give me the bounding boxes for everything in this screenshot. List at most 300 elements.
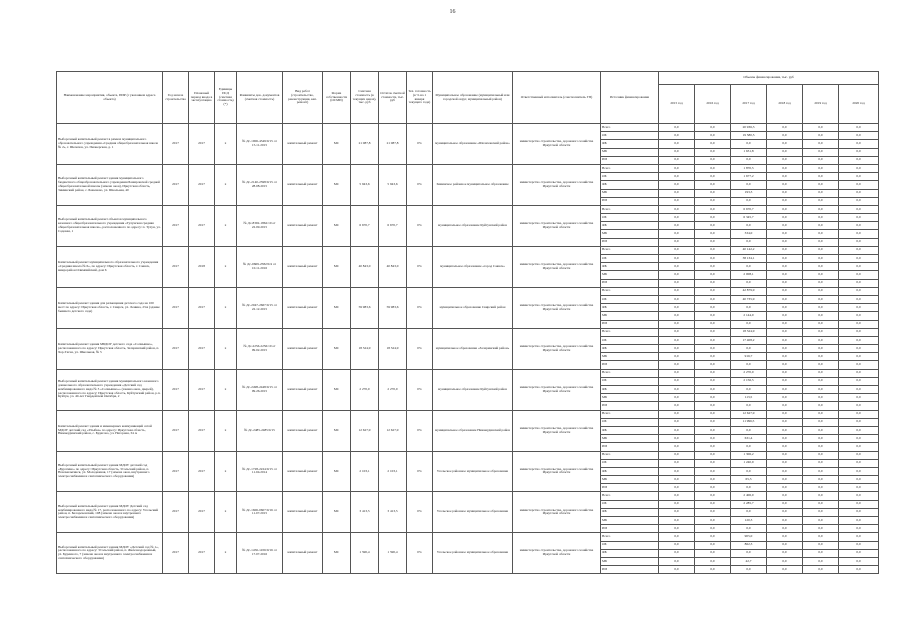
funding-value: 40 735,9 — [731, 295, 767, 303]
table-row — [57, 451, 879, 459]
readiness: 0% — [407, 369, 433, 410]
funding-value: 0,0 — [839, 148, 879, 156]
funding-value: 2 406,0 — [731, 492, 767, 500]
funding-value: 0,0 — [803, 181, 839, 189]
funding-value: 0,0 — [767, 148, 803, 156]
funding-value: 12 627,9 — [731, 410, 767, 418]
funding-value: 38 134,1 — [731, 255, 767, 263]
funding-value: 0,0 — [767, 353, 803, 361]
funding-value: 0,0 — [767, 320, 803, 328]
funding-value: 0,0 — [767, 214, 803, 222]
psd-units: х — [215, 246, 237, 287]
funding-value: 0,0 — [839, 295, 879, 303]
funding-source: ОБ — [601, 500, 659, 508]
funding-value: 0,0 — [659, 541, 695, 549]
funding-source: Всего — [601, 164, 659, 172]
funding-value: 0,0 — [839, 263, 879, 271]
funding-value: 0,0 — [803, 238, 839, 246]
estimated-cost: 1 590,4 — [351, 533, 379, 574]
readiness: 0% — [407, 410, 433, 451]
start-year: 2017 — [163, 328, 189, 369]
funding-value: 0,0 — [803, 287, 839, 295]
municipality: муниципальное образование Свирский район — [433, 287, 513, 328]
work-type: капитальный ремонт — [283, 369, 323, 410]
executor: министерство строительства, дорожного хозяйства Иркутской области — [513, 246, 601, 287]
funding-value: 0,0 — [731, 156, 767, 164]
funding-value: 905,0 — [731, 533, 767, 541]
executor: министерство строительства, дорожного хозяйства Иркутской области — [513, 328, 601, 369]
funding-value: 0,0 — [803, 279, 839, 287]
object-name: Капитальный ремонт муниципального образовательного учреждения «Средняя школа № 6», по адресу: Иркутская область, г. Саянск, микрорайон Олимпийский, дом 6 — [57, 246, 163, 287]
funding-value: 0,0 — [839, 426, 879, 434]
funding-value: 1 870,5 — [731, 164, 767, 172]
funding-value: 0,0 — [695, 402, 731, 410]
funding-source: ФБ — [601, 467, 659, 475]
funding-value: 0,0 — [695, 508, 731, 516]
funding-value: 0,0 — [695, 148, 731, 156]
funding-value: 40 142,2 — [731, 246, 767, 254]
year-header: 2015 год — [659, 85, 695, 124]
funding-value: 0,0 — [767, 500, 803, 508]
start-year: 2017 — [163, 205, 189, 246]
object-name: Выборочный капитальный ремонт здания МДОУ Детский сад комбинированного вида № 17, расположенного по адресу: Усольский район, п. Белореченский, 108 (замена окон и внутреннего электроснабжения и сантехнического оборудования) — [57, 492, 163, 533]
object-name: Выборочный капитальный ремонт в рамках муниципального образовательного учреждения «Средняя общеобразовательная школа № 2», г. Шелехов, ул. Пионерская, д. 1 — [57, 124, 163, 165]
funding-value: 42,7 — [731, 557, 767, 565]
municipality: муниципальное образование Нижнеудинский район — [433, 410, 513, 451]
funding-value: 2 008,1 — [731, 271, 767, 279]
funding-value: 2 156,5 — [731, 377, 767, 385]
funding-value: 193,3 — [731, 189, 767, 197]
funding-source: МБ — [601, 271, 659, 279]
work-type: капитальный ремонт — [283, 164, 323, 205]
funding-value: 0,0 — [803, 189, 839, 197]
funding-value: 0,0 — [803, 246, 839, 254]
funding-source: ИИ — [601, 279, 659, 287]
funding-source: Всего — [601, 328, 659, 336]
funding-value: 0,0 — [695, 205, 731, 213]
object-name: Выборочный капитальный ремонт здания МДОУ «Детский сад № 1», расположенного по адресу: Усольский район, п. Железнодорожный, ул. Буденного, 7 (замена окон и внутреннего электроснабжения и сантехнического оборудования) — [57, 533, 163, 574]
funding-source: Всего — [601, 205, 659, 213]
estimated-cost: 2 270,0 — [351, 369, 379, 410]
funding-value: 0,0 — [731, 238, 767, 246]
col-ready-header: Тех. готовность (в % на 1 января текущего года) — [407, 72, 433, 124]
funding-value: 0,0 — [839, 533, 879, 541]
funding-value: 0,0 — [803, 566, 839, 574]
funding-source: Всего — [601, 124, 659, 132]
col-volume-header: Объемы финансирования, тыс. руб — [659, 72, 879, 85]
funding-value: 0,0 — [695, 426, 731, 434]
funding-value: 0,0 — [839, 484, 879, 492]
funding-source: ОБ — [601, 132, 659, 140]
funding-value: 0,0 — [659, 238, 695, 246]
funding-value: 0,0 — [839, 132, 879, 140]
estimated-cost: 5 943,6 — [351, 164, 379, 205]
funding-value: 0,0 — [767, 410, 803, 418]
funding-value: 0,0 — [767, 459, 803, 467]
start-year: 2017 — [163, 369, 189, 410]
funding-value: 1 240,9 — [731, 459, 767, 467]
end-year: 2017 — [189, 124, 215, 165]
table-row — [57, 369, 879, 377]
funding-value: 42 879,9 — [731, 287, 767, 295]
funding-value: 18 324,9 — [731, 328, 767, 336]
funding-value: 120,3 — [731, 517, 767, 525]
doc-requisites: № Дс-2047-2667/0/15 от 22.12.2015 — [237, 287, 283, 328]
funding-value: 0,0 — [839, 164, 879, 172]
funding-value: 0,0 — [803, 222, 839, 230]
estimated-cost: 18 324,9 — [351, 328, 379, 369]
funding-value: 0,0 — [803, 345, 839, 353]
funding-value: 0,0 — [767, 451, 803, 459]
funding-value: 0,0 — [839, 246, 879, 254]
funding-value: 0,0 — [767, 541, 803, 549]
funding-source: ОБ — [601, 418, 659, 426]
funding-value: 0,0 — [839, 205, 879, 213]
estimated-cost: 21 087,8 — [351, 124, 379, 165]
funding-value: 0,0 — [695, 566, 731, 574]
funding-value: 0,0 — [695, 541, 731, 549]
funding-value: 0,0 — [803, 533, 839, 541]
funding-value: 0,0 — [803, 484, 839, 492]
executor: министерство строительства, дорожного хозяйства Иркутской области — [513, 492, 601, 533]
funding-source: ОБ — [601, 459, 659, 467]
work-type: капитальный ремонт — [283, 328, 323, 369]
estimated-cost: 2 103,1 — [351, 451, 379, 492]
funding-value: 0,0 — [695, 132, 731, 140]
funding-value: 0,0 — [803, 517, 839, 525]
table-row — [57, 533, 879, 541]
funding-value: 6 345,7 — [731, 214, 767, 222]
funding-value: 0,0 — [731, 222, 767, 230]
table-row — [57, 164, 879, 172]
funding-source: Всего — [601, 246, 659, 254]
funding-value: 0,0 — [695, 386, 731, 394]
funding-source: ФБ — [601, 222, 659, 230]
funding-value: 0,0 — [659, 304, 695, 312]
funding-value: 0,0 — [695, 295, 731, 303]
funding-value: 0,0 — [731, 426, 767, 434]
funding-value: 0,0 — [803, 197, 839, 205]
funding-value: 0,0 — [803, 132, 839, 140]
funding-value: 0,0 — [839, 312, 879, 320]
funding-value: 0,0 — [767, 304, 803, 312]
funding-value: 0,0 — [731, 467, 767, 475]
funding-value: 1 631,8 — [731, 148, 767, 156]
funding-value: 0,0 — [839, 189, 879, 197]
funding-value: 0,0 — [695, 361, 731, 369]
funding-value: 0,0 — [803, 467, 839, 475]
funding-value: 0,0 — [659, 410, 695, 418]
funding-value: 0,0 — [659, 279, 695, 287]
funding-value: 113,5 — [731, 394, 767, 402]
funding-value: 0,0 — [695, 484, 731, 492]
funding-value: 0,0 — [659, 402, 695, 410]
funding-value: 0,0 — [659, 369, 695, 377]
funding-value: 0,0 — [731, 279, 767, 287]
funding-value: 0,0 — [695, 467, 731, 475]
funding-value: 0,0 — [767, 508, 803, 516]
funding-value: 0,0 — [839, 271, 879, 279]
funding-value: 0,0 — [803, 336, 839, 344]
year-header: 2017 год — [731, 85, 767, 124]
funding-source: МБ — [601, 312, 659, 320]
funding-value: 19 580,5 — [731, 132, 767, 140]
ownership-form: МС — [323, 124, 351, 165]
funding-value: 0,0 — [695, 377, 731, 385]
estimated-cost: 12 627,9 — [351, 410, 379, 451]
funding-value: 0,0 — [803, 418, 839, 426]
table-row — [57, 287, 879, 295]
funding-value: 631,4 — [731, 435, 767, 443]
col-exec-header: Ответственный исполнитель (соисполнитель ГП) — [513, 72, 601, 124]
ownership-form: МС — [323, 328, 351, 369]
work-type: капитальный ремонт — [283, 492, 323, 533]
funding-value: 0,0 — [695, 345, 731, 353]
work-type: капитальный ремонт — [283, 205, 323, 246]
funding-source: Всего — [601, 451, 659, 459]
executor: министерство строительства, дорожного хозяйства Иркутской области — [513, 164, 601, 205]
funding-value: 0,0 — [731, 525, 767, 533]
object-name: Капитальный ремонт здания МБДОУ детского сада «Солнышко», расположенного по адресу: Иркутская область, Заларинский район, п. Хор-Тагна, ул. Школьная, № 5 — [57, 328, 163, 369]
end-year: 2017 — [189, 410, 215, 451]
funding-value: 0,0 — [839, 492, 879, 500]
funding-value: 0,0 — [803, 312, 839, 320]
funding-value: 0,0 — [803, 320, 839, 328]
col-end-header: Плановый период ввода в эксплуатацию — [189, 72, 215, 124]
funding-value: 0,0 — [695, 443, 731, 451]
funding-value: 0,0 — [695, 214, 731, 222]
funding-value: 0,0 — [659, 164, 695, 172]
funding-value: 0,0 — [803, 156, 839, 164]
funding-value: 0,0 — [839, 173, 879, 181]
funding-value: 0,0 — [803, 541, 839, 549]
table-row — [57, 124, 879, 132]
funding-value: 0,0 — [767, 443, 803, 451]
doc-requisites: № Дс-2256-2256/10 от 09.02.2015 — [237, 328, 283, 369]
table-row — [57, 328, 879, 336]
funding-value: 862,3 — [731, 541, 767, 549]
funding-value: 0,0 — [767, 533, 803, 541]
funding-value: 0,0 — [767, 492, 803, 500]
funding-value: 0,0 — [803, 386, 839, 394]
funding-value: 0,0 — [767, 525, 803, 533]
executor: министерство строительства, дорожного хозяйства Иркутской области — [513, 124, 601, 165]
funding-value: 11 996,5 — [731, 418, 767, 426]
funding-value: 0,0 — [803, 164, 839, 172]
funding-value: 0,0 — [767, 418, 803, 426]
funding-value: 0,0 — [659, 140, 695, 148]
funding-value: 0,0 — [695, 394, 731, 402]
funding-value: 1 306,2 — [731, 451, 767, 459]
col-own-header: Форма собственности (ОСМИ) — [323, 72, 351, 124]
funding-value: 0,0 — [767, 279, 803, 287]
psd-units: х — [215, 492, 237, 533]
end-year: 2017 — [189, 369, 215, 410]
funding-value: 0,0 — [695, 500, 731, 508]
funding-source: ФБ — [601, 181, 659, 189]
funding-value: 0,0 — [803, 410, 839, 418]
funding-value: 0,0 — [659, 214, 695, 222]
funding-source: МБ — [601, 476, 659, 484]
funding-source: ОБ — [601, 377, 659, 385]
funding-value: 0,0 — [803, 394, 839, 402]
funding-value: 0,0 — [803, 435, 839, 443]
funding-value: 0,0 — [659, 336, 695, 344]
psd-units: х — [215, 164, 237, 205]
funding-value: 0,0 — [839, 459, 879, 467]
funding-source: МБ — [601, 517, 659, 525]
col-mo-header: Муниципальное образование (муниципальный или городской округ, муниципальный район) — [433, 72, 513, 124]
remaining-cost: 1 590,4 — [379, 533, 407, 574]
funding-source: ФБ — [601, 263, 659, 271]
work-type: капитальный ремонт — [283, 246, 323, 287]
col-work-header: Вид работ (строительство, реконструкция, кап. ремонт) — [283, 72, 323, 124]
funding-value: 334,0 — [731, 230, 767, 238]
funding-value: 0,0 — [803, 205, 839, 213]
funding-source: ОБ — [601, 255, 659, 263]
object-name: Выборочный капитальный ремонт здания МДОУ детский сад «Буратино» по адресу: Иркутская область, Усольский район, п. Новомальтинск, ул. Молодежная, 17 (замена окон, внутреннего электроснабжения и сантехнического оборудования) — [57, 451, 163, 492]
remaining-cost: 21 087,8 — [379, 124, 407, 165]
funding-value: 0,0 — [803, 255, 839, 263]
funding-value: 0,0 — [767, 181, 803, 189]
funding-value: 0,0 — [839, 435, 879, 443]
funding-value: 0,0 — [803, 361, 839, 369]
year-header: 2016 год — [695, 85, 731, 124]
funding-value: 0,0 — [659, 500, 695, 508]
readiness: 0% — [407, 492, 433, 533]
end-year: 2017 — [189, 328, 215, 369]
funding-value: 0,0 — [659, 533, 695, 541]
funding-value: 0,0 — [659, 508, 695, 516]
funding-value: 0,0 — [803, 377, 839, 385]
funding-value: 0,0 — [803, 557, 839, 565]
funding-source: ИИ — [601, 566, 659, 574]
funding-value: 0,0 — [767, 230, 803, 238]
start-year: 2017 — [163, 492, 189, 533]
funding-source: ФБ — [601, 140, 659, 148]
funding-value: 20 936,3 — [731, 124, 767, 132]
funding-value: 0,0 — [695, 320, 731, 328]
funding-value: 0,0 — [839, 369, 879, 377]
funding-value: 0,0 — [659, 124, 695, 132]
funding-value: 0,0 — [731, 549, 767, 557]
funding-value: 0,0 — [659, 435, 695, 443]
funding-value: 0,0 — [731, 508, 767, 516]
funding-value: 17 408,2 — [731, 336, 767, 344]
ownership-form: МС — [323, 451, 351, 492]
estimated-cost: 59 983,6 — [351, 287, 379, 328]
funding-source: ИИ — [601, 443, 659, 451]
funding-value: 0,0 — [731, 320, 767, 328]
funding-value: 0,0 — [839, 418, 879, 426]
funding-value: 0,0 — [839, 525, 879, 533]
funding-value: 0,0 — [839, 541, 879, 549]
municipality: Усольское районное муниципальное образование — [433, 451, 513, 492]
funding-value: 0,0 — [803, 459, 839, 467]
funding-source: ФБ — [601, 304, 659, 312]
col-rest-header: Остаток сметной стоимости, тыс. руб — [379, 72, 407, 124]
funding-value: 0,0 — [767, 557, 803, 565]
funding-source: Всего — [601, 410, 659, 418]
funding-value: 0,0 — [767, 124, 803, 132]
estimated-cost: 3 413,5 — [351, 492, 379, 533]
executor: министерство строительства, дорожного хозяйства Иркутской области — [513, 410, 601, 451]
funding-value: 0,0 — [803, 508, 839, 516]
doc-requisites: № Дс-2140-2598/0/15 от 28.08.2015 — [237, 164, 283, 205]
funding-source: ОБ — [601, 214, 659, 222]
end-year: 2017 — [189, 451, 215, 492]
funding-value: 0,0 — [767, 377, 803, 385]
funding-value: 0,0 — [803, 549, 839, 557]
funding-value: 0,0 — [695, 304, 731, 312]
funding-value: 0,0 — [695, 476, 731, 484]
funding-value: 0,0 — [767, 189, 803, 197]
start-year: 2017 — [163, 533, 189, 574]
funding-value: 0,0 — [803, 525, 839, 533]
funding-value: 0,0 — [767, 402, 803, 410]
funding-value: 0,0 — [839, 156, 879, 164]
funding-value: 0,0 — [839, 230, 879, 238]
funding-value: 0,0 — [659, 557, 695, 565]
remaining-cost: 59 983,6 — [379, 287, 407, 328]
table-row — [57, 246, 879, 254]
funding-value: 0,0 — [803, 443, 839, 451]
funding-value: 0,0 — [695, 353, 731, 361]
doc-requisites: № Дс-2485-2485/0/15 — [237, 410, 283, 451]
object-name: Выборочный капитальный ремонт здания муниципального бюджетного общеобразовательного учреждения Бажировской средней общеобразовательной школы (замена окон), Иркутская область, Зиминский район, с. Баженово, ул. Школьная, 40 — [57, 164, 163, 205]
funding-source: ИИ — [601, 525, 659, 533]
funding-value: 0,0 — [659, 255, 695, 263]
object-name: Выборочный капитальный ремонт здания муниципального казенного дошкольного образовательного учреждения «Детский сад комбинированного вида № 3 «Солнышко»» (замена окон, дверей), расположенного по адресу: Иркутская область, Куйтунский район, р.п. Куйтун, ул. 40-лет Гвардейской Октября, 2 — [57, 369, 163, 410]
remaining-cost: 3 413,5 — [379, 492, 407, 533]
funding-value: 0,0 — [767, 205, 803, 213]
funding-value: 0,0 — [767, 140, 803, 148]
funding-value: 0,0 — [803, 304, 839, 312]
municipality: Усольское районное муниципальное образование — [433, 492, 513, 533]
readiness: 0% — [407, 205, 433, 246]
funding-value: 0,0 — [659, 156, 695, 164]
funding-value: 0,0 — [659, 271, 695, 279]
doc-requisites: № Дс-2498-2448/0/15 от 09.26.2015 — [237, 369, 283, 410]
funding-value: 6 670,7 — [731, 205, 767, 213]
end-year: 2017 — [189, 287, 215, 328]
ownership-form: МС — [323, 369, 351, 410]
funding-source: ИИ — [601, 156, 659, 164]
funding-value: 0,0 — [839, 304, 879, 312]
funding-value: 0,0 — [839, 353, 879, 361]
funding-value: 2 270,0 — [731, 369, 767, 377]
executor: министерство строительства, дорожного хозяйства Иркутской области — [513, 287, 601, 328]
funding-value: 0,0 — [839, 197, 879, 205]
ownership-form: МС — [323, 205, 351, 246]
col-cost-header: Сметная стоимость (в текущих ценах), тыс. руб — [351, 72, 379, 124]
psd-units: х — [215, 287, 237, 328]
funding-value: 0,0 — [695, 451, 731, 459]
funding-value: 0,0 — [695, 492, 731, 500]
funding-value: 0,0 — [839, 443, 879, 451]
funding-value: 0,0 — [695, 124, 731, 132]
funding-source: ФБ — [601, 426, 659, 434]
funding-source: МБ — [601, 557, 659, 565]
year-header: 2020 год — [839, 85, 879, 124]
funding-value: 0,0 — [767, 386, 803, 394]
funding-value: 0,0 — [695, 525, 731, 533]
object-name: Капитальный ремонт здания для размещения детского сада на 100 мест по адресу: Иркутская область, г. Свирск, ул. Ленина, 23А (здание бывшего детского сада) — [57, 287, 163, 328]
funding-value: 0,0 — [839, 451, 879, 459]
funding-value: 0,0 — [767, 336, 803, 344]
remaining-cost: 2 270,0 — [379, 369, 407, 410]
funding-value: 0,0 — [767, 156, 803, 164]
